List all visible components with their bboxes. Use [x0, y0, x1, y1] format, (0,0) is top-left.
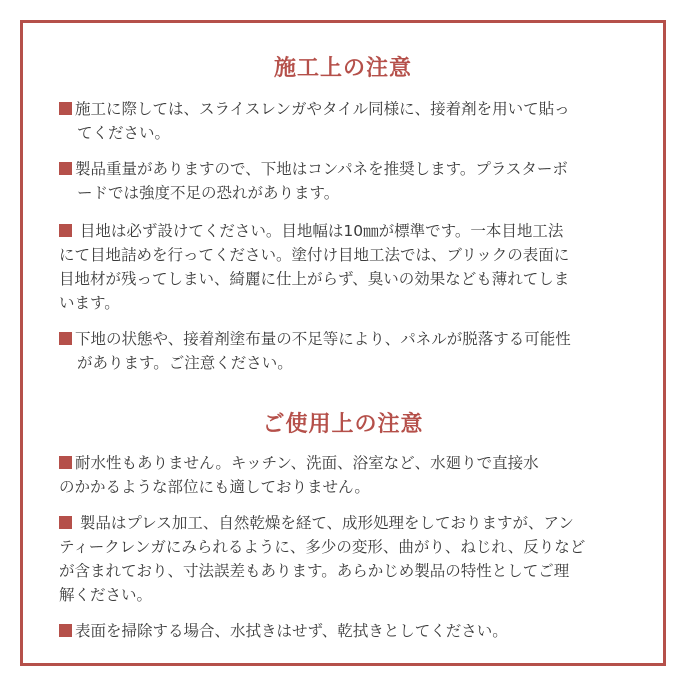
square-bullet-icon	[59, 624, 72, 637]
list-item-line: にて目地詰めを行ってください。塗付け目地工法では、ブリックの表面に	[59, 246, 570, 264]
list-item-line: います。	[59, 294, 120, 312]
square-bullet-icon	[59, 332, 72, 345]
square-bullet-icon	[59, 102, 72, 115]
list-item-line: ードでは強度不足の恐れがあります。	[77, 184, 340, 202]
list-item-line: 解ください。	[59, 586, 153, 604]
list-item-line: 下地の状態や、接着剤塗布量の不足等により、パネルが脱落する可能性	[59, 327, 649, 351]
square-bullet-icon	[59, 162, 72, 175]
list-item-line: 目地材が残ってしまい、綺麗に仕上がらず、臭いの効果なども薄れてしま	[59, 270, 570, 288]
section-title-usage: ご使用上の注意	[262, 412, 424, 437]
section-title-construction: 施工上の注意	[273, 56, 412, 81]
list-item-line: 製品はプレス加工、自然乾燥を経て、成形処理をしておりますが、アン	[59, 511, 649, 535]
list-item	[59, 451, 649, 499]
list-item	[59, 327, 649, 375]
list-item-line: 表面を掃除する場合、水拭きはせず、乾拭きとしてください。	[59, 619, 649, 643]
list-item-line: 製品重量がありますので、下地はコンパネを推奨します。プラスターボ	[59, 157, 649, 181]
list-item-line: 目地は必ず設けてください。目地幅は10㎜が標準です。一本目地工法	[59, 219, 649, 243]
list-item-line: てください。	[77, 124, 171, 142]
square-bullet-icon	[59, 516, 72, 529]
list-item-line: のかかるような部位にも適しておりません。	[59, 478, 370, 496]
list-item	[59, 219, 649, 315]
list-item-line: が含まれており、寸法誤差もあります。あらかじめ製品の特性としてご理	[59, 562, 570, 580]
notice-frame	[20, 20, 666, 666]
list-item	[59, 157, 649, 205]
list-item-line: 耐水性もありません。キッチン、洗面、浴室など、水廻りで直接水	[59, 451, 649, 475]
list-item-line: があります。ご注意ください。	[77, 354, 293, 372]
list-item	[59, 97, 649, 145]
square-bullet-icon	[59, 224, 72, 237]
list-item	[59, 619, 649, 643]
list-item-line: 施工に際しては、スライスレンガやタイル同様に、接着剤を用いて貼っ	[59, 97, 649, 121]
list-item-line: ティークレンガにみられるように、多少の変形、曲がり、ねじれ、反りなど	[59, 538, 586, 556]
square-bullet-icon	[59, 456, 72, 469]
list-item	[59, 511, 649, 607]
